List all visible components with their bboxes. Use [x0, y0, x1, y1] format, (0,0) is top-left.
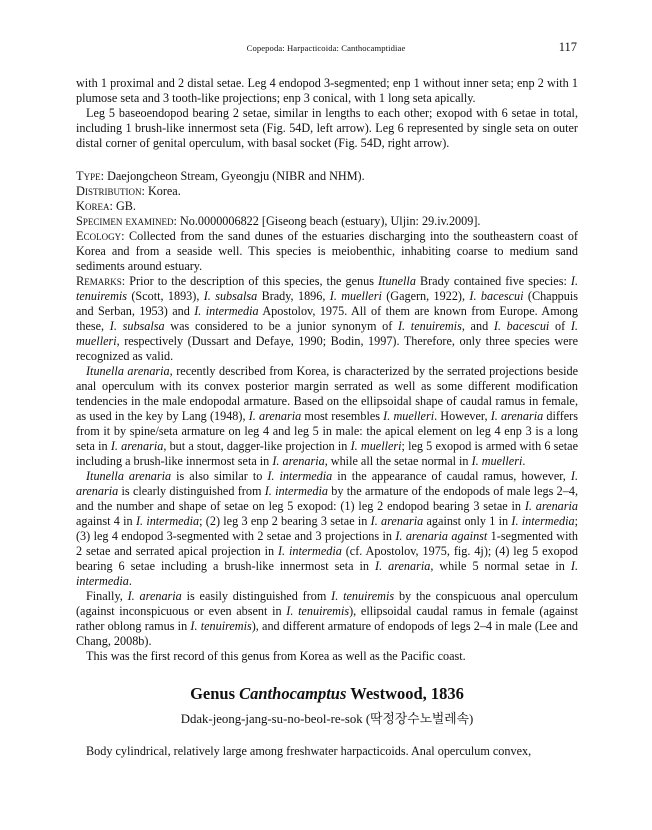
taxon-name: I. muelleri — [350, 439, 402, 453]
taxon-name: Itunella — [378, 274, 416, 288]
text-run: is easily distinguished from — [181, 589, 332, 603]
remarks-paragraph-5: This was the first record of this genus from Korea as well as the Pacific coast. — [86, 649, 466, 663]
text-run: . — [128, 574, 132, 588]
distribution-text: Korea. — [144, 184, 181, 198]
korea-field — [76, 199, 578, 214]
text-run: , while all the setae normal in — [324, 454, 472, 468]
genus-heading — [76, 684, 578, 704]
text-run: , recently described from Korea, is characterized by the serrated projections beside anal operculum with its convex posterior margin serrated as well as some different modification tendencies in the male endopodal armature. Based on the ellipsoidal shape of caudal ramus in female, as used in the key by Lang (1948), — [76, 364, 578, 423]
text-run: differs from it by spine/seta armature on leg 4 and leg 5 in male: the apical element on leg 4 enp 3 is a long seta in — [76, 409, 578, 453]
section-gap — [76, 151, 578, 169]
ecology-field — [76, 229, 578, 274]
remarks-paragraph-2 — [76, 364, 578, 469]
taxon-name: I. arenaria — [272, 454, 325, 468]
page-number: 117 — [558, 40, 577, 54]
heading-text: Westwood, 1836 — [346, 684, 464, 703]
text-run: ; leg 5 exopod is armed with 6 setae including a brush-like innermost seta in — [76, 439, 578, 468]
text-run: against 4 in — [76, 514, 136, 528]
remarks-paragraph-3 — [76, 469, 578, 589]
body-paragraph — [76, 744, 578, 759]
taxon-name: I. arenaria — [110, 439, 164, 453]
body-first-line: Body cylindrical, relatively large among freshwater harpacticoids. Anal operculum convex, — [86, 744, 532, 758]
remarks-paragraph-1 — [76, 274, 578, 364]
taxon-name: I. intermedia — [135, 514, 200, 528]
genus-name: Canthocamptus — [239, 684, 347, 703]
taxon-name: I. intermedia — [278, 544, 342, 558]
running-head: Copepoda: Harpacticoida: Canthocamptidiae — [246, 43, 406, 53]
distribution-field — [76, 184, 578, 199]
taxon-name: I. arenaria — [76, 469, 578, 498]
type-field — [76, 169, 578, 184]
taxon-name: I. arenaria against — [395, 529, 488, 543]
taxon-name: I. arenaria — [490, 409, 544, 423]
text-run: Brady, 1896, — [257, 289, 330, 303]
text-run: , while 5 normal setae in — [430, 559, 571, 573]
paragraph-leg5: Leg 5 baseoendopod bearing 2 setae, similar in lengths to each other; exopod with 6 setae in total, including 1 brush-like innermost seta (Fig. 54D, left arrow). Leg 6 represented by single seta on outer distal corner of genital operculum, with basal socket (Fig. 54D, right arrow). — [76, 106, 578, 150]
text-run: Brady contained five species: — [415, 274, 571, 288]
type-text: Daejongcheon Stream, Gyeongju (NIBR and NHM). — [104, 169, 365, 183]
taxon-name: I. bacescui — [493, 319, 550, 333]
text-run: is clearly distinguished from — [118, 484, 265, 498]
text-run: , but a stout, dagger-like projection in — [163, 439, 351, 453]
taxon-name: Itunella arenaria — [86, 364, 170, 378]
taxon-name: I. arenaria — [524, 499, 578, 513]
taxon-name: I. muelleri — [383, 409, 435, 423]
text-run: . — [522, 454, 526, 468]
heading-text: Genus — [190, 684, 240, 703]
specimen-text: No.0000006822 [Giseong beach (estuary), Uljin: 29.iv.2009]. — [176, 214, 481, 228]
ecology-label: Ecology: — [76, 229, 125, 243]
text-run: against only 1 in — [423, 514, 512, 528]
taxon-name: I. arenaria — [370, 514, 424, 528]
specimen-field — [76, 214, 578, 229]
taxon-name: I. intermedia — [76, 559, 579, 588]
taxon-name: I. bacescui — [469, 289, 524, 303]
taxon-name: I. tenuiremis — [398, 319, 462, 333]
text-run: , and — [461, 319, 494, 333]
main-text — [76, 76, 578, 664]
text-run: is also similar to — [171, 469, 268, 483]
taxon-name: I. intermedia — [194, 304, 259, 318]
text-run: 1-segmented with 2 setae and serrated apical projection in — [76, 529, 578, 558]
korea-text: GB. — [112, 199, 136, 213]
taxon-name: I. intermedia — [264, 484, 328, 498]
text-run: by the armature of the endopods of male legs 2–4, and the number and shape of setae on leg 5 exopod: (1) leg 2 endopod bearing 3 setae in — [76, 484, 578, 513]
ecology-text: Collected from the sand dunes of the estuaries discharging into the southeastern coast of Korea and from a seaside well. This species is meiobenthic, inhabiting coarse to medium sand sediments around estuary. — [76, 229, 578, 273]
text-run: Finally, — [86, 589, 128, 603]
taxon-name: I. subsalsa — [109, 319, 165, 333]
taxon-name: I. arenaria — [248, 409, 302, 423]
taxon-name: I. muelleri — [471, 454, 523, 468]
taxon-name: I. intermedia — [267, 469, 333, 483]
taxon-name: I. muelleri — [76, 319, 578, 348]
text-run: in the appearance of caudal ramus, however, — [332, 469, 571, 483]
genus-korean-name: Ddak-jeong-jang-su-no-beol-re-sok (딱정장수노벌레속) — [180, 712, 474, 726]
text-run: (cf. Apostolov, 1975, fig. 4j); (4) leg 5 exopod bearing 6 setae including a brush-like innermost seta in — [76, 544, 578, 573]
page-header — [0, 40, 652, 56]
taxon-name: I. muelleri — [329, 289, 382, 303]
text-run: by the conspicuous anal operculum (against inconspicuous or even absent in — [76, 589, 579, 618]
text-run: ; (2) leg 3 enp 2 bearing 3 setae in — [199, 514, 371, 528]
text-run: (Gagern, 1922), — [381, 289, 470, 303]
text-run: was considered to be a junior synonym of — [164, 319, 398, 333]
taxon-name: Itunella arenaria — [86, 469, 172, 483]
text-run: Apostolov, 1975. All of them are known from Europe. Among these, — [76, 304, 578, 333]
type-label: Type: — [76, 169, 105, 183]
text-run: . However, — [434, 409, 491, 423]
remarks-paragraph-4 — [76, 589, 578, 649]
text-run: most resembles — [301, 409, 384, 423]
taxon-name: I. tenuiremis — [331, 589, 395, 603]
korea-label: Korea: — [76, 199, 113, 213]
taxon-name: I. arenaria — [127, 589, 182, 603]
taxon-name: I. tenuiremis — [190, 619, 252, 633]
specimen-label: Specimen examined: — [76, 214, 177, 228]
distribution-label: Distribution: — [76, 184, 145, 198]
paragraph-leg4: with 1 proximal and 2 distal setae. Leg 4 endopod 3-segmented; enp 1 without inner seta; enp 2 with 1 plumose seta and 3 tooth-like projections; enp 3 conical, with 1 long seta apically. — [76, 76, 578, 105]
taxon-name: I. intermedia — [511, 514, 575, 528]
taxon-name: I. subsalsa — [203, 289, 258, 303]
text-run: , respectively (Dussart and Defaye, 1990; Bodin, 1997). Therefore, only three species were recognized as valid. — [76, 334, 578, 363]
taxon-name: I. arenaria — [375, 559, 431, 573]
text-run: Prior to the description of this species, the genus — [125, 274, 378, 288]
taxon-name: I. tenuiremis — [76, 274, 578, 303]
text-run: (Scott, 1893), — [127, 289, 204, 303]
text-run: ), and different armature of endopods of legs 2–4 in male (Lee and Chang, 2008b). — [76, 619, 579, 648]
remarks-label: Remarks: — [76, 274, 126, 288]
text-run: ), ellipsoidal caudal ramus in female (against rather oblong ramus in — [76, 604, 578, 633]
text-run: of — [549, 319, 571, 333]
taxon-name: I. tenuiremis — [286, 604, 350, 618]
text-run: (Chappuis and Serban, 1953) and — [76, 289, 578, 318]
text-run: ; (3) leg 4 endopod 3-segmented with 2 setae and 3 projections in — [76, 514, 578, 543]
